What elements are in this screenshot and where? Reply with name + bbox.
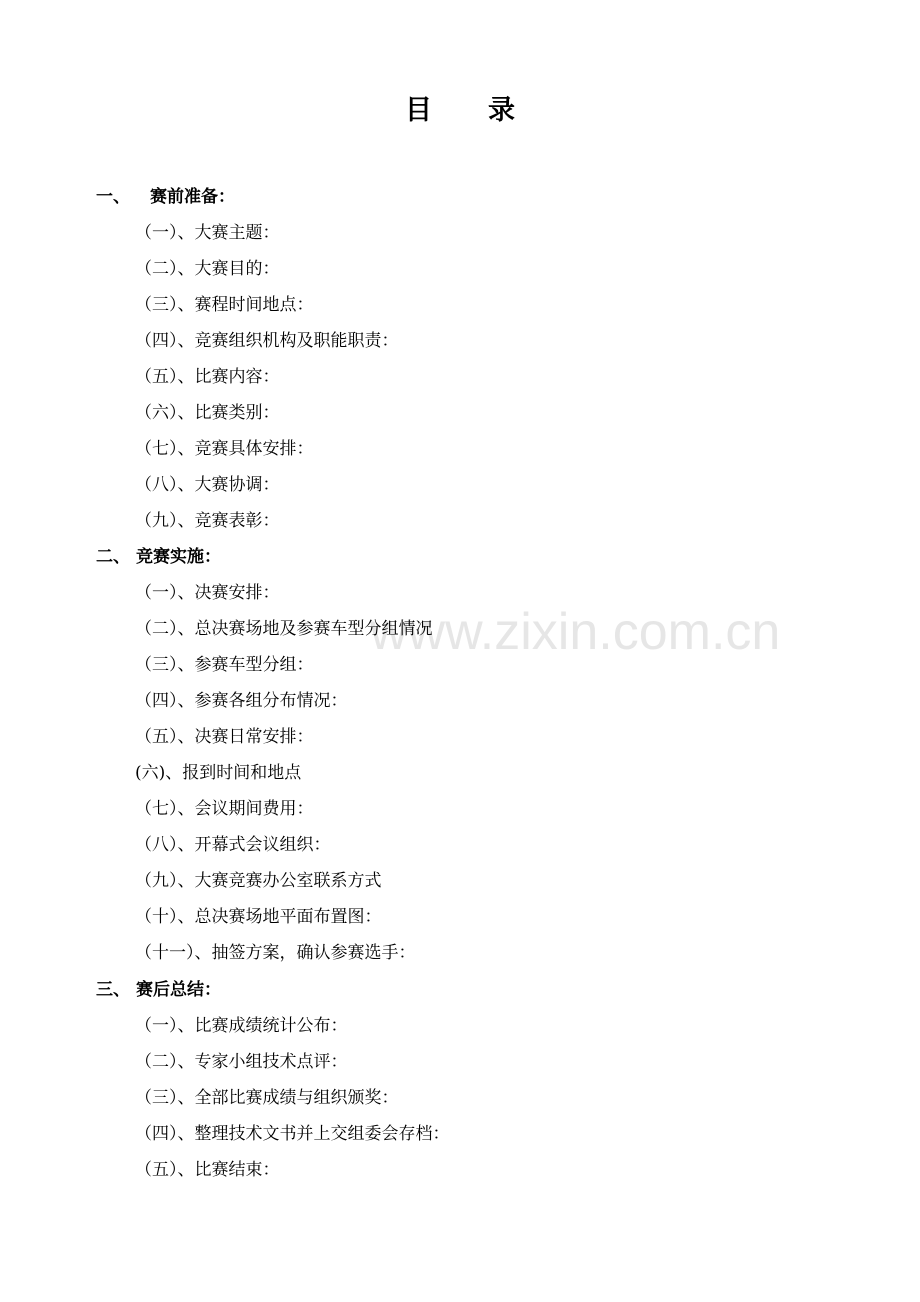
toc-item: （八）、开幕式会议组织： (135, 835, 331, 855)
toc-item: （九）、大赛竞赛办公室联系方式 (135, 871, 382, 891)
toc-item: （三）、全部比赛成绩与组织颁奖： (135, 1088, 399, 1108)
toc-item: （三）、参赛车型分组： (135, 655, 314, 675)
toc-item: （五）、比赛结束： (135, 1160, 280, 1180)
toc-item: （一）、大赛主题： (135, 223, 280, 243)
toc-item: （七）、竞赛具体安排： (135, 439, 314, 459)
toc-item: （五）、比赛内容： (135, 367, 280, 387)
toc-title-char-1: 目 (405, 95, 432, 126)
toc-item: （四）、参赛各组分布情况： (135, 691, 348, 711)
section-label: 竞赛实施： (136, 547, 221, 567)
section-heading-3 (96, 978, 221, 1002)
toc-item: （四）、竞赛组织机构及职能职责： (135, 331, 399, 351)
toc-title-char-2: 录 (488, 95, 515, 126)
toc-item: （十一）、抽签方案，确认参赛选手： (135, 943, 416, 963)
section-number: 二、 (96, 547, 130, 567)
toc-title (0, 88, 920, 127)
toc-item: （二）、总决赛场地及参赛车型分组情况 (135, 619, 433, 639)
toc-item: （九）、竞赛表彰： (135, 511, 280, 531)
toc-item: （八）、大赛协调： (135, 475, 280, 495)
section-number: 三、 (96, 980, 130, 1000)
toc-item: （一）、决赛安排： (135, 583, 280, 603)
toc-item: （五）、决赛日常安排： (135, 727, 314, 747)
section-number: 一、 (96, 187, 130, 207)
section-heading-1 (96, 185, 235, 209)
section-label: 赛后总结： (136, 980, 221, 1000)
toc-item: （一）、比赛成绩统计公布： (135, 1016, 348, 1036)
section-label: 赛前准备： (150, 187, 235, 207)
watermark: www.zixin.com.cn (370, 603, 781, 661)
toc-item: （七）、会议期间费用： (135, 799, 314, 819)
toc-item: （四）、整理技术文书并上交组委会存档： (135, 1124, 450, 1144)
toc-item: （三）、赛程时间地点： (135, 295, 314, 315)
toc-item: （十）、总决赛场地平面布置图： (135, 907, 382, 927)
section-heading-2 (96, 545, 221, 569)
toc-item: （二）、大赛目的： (135, 259, 280, 279)
toc-item: （二）、专家小组技术点评： (135, 1052, 348, 1072)
toc-item: (六)、报到时间和地点 (135, 763, 302, 783)
toc-item: （六）、比赛类别： (135, 403, 280, 423)
